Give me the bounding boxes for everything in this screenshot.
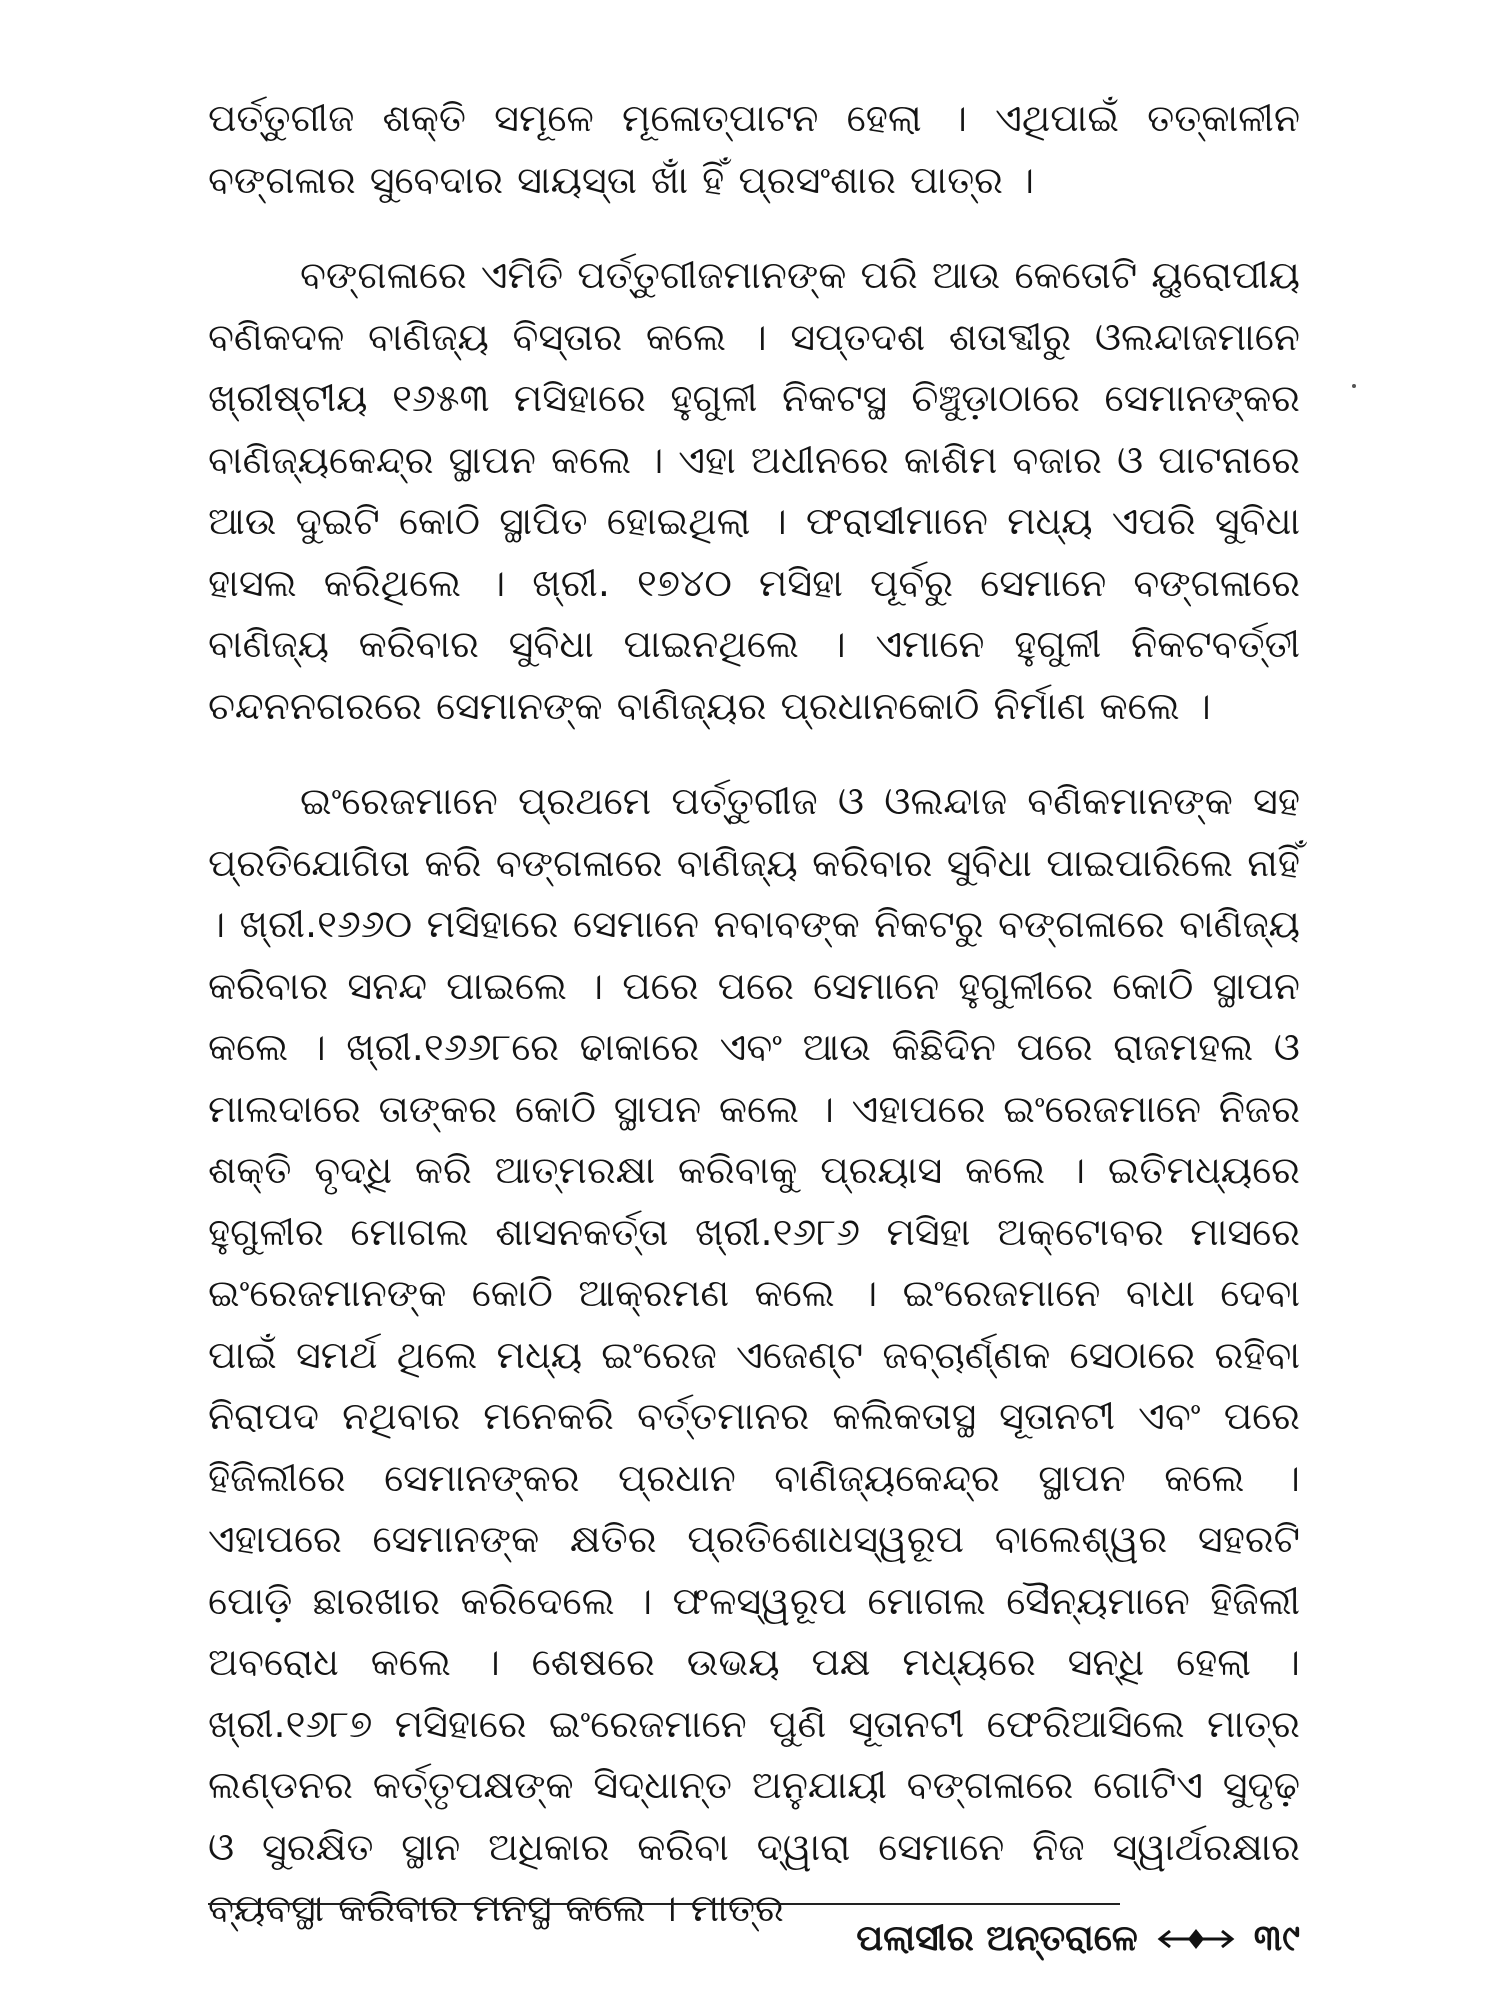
page-footer xyxy=(856,1918,1300,1960)
body-text xyxy=(208,88,1300,1940)
paragraph-european-traders: ବଙ୍ଗଳାରେ ଏମିତି ପର୍ତ୍ତୁଗୀଜମାନଙ୍କ ପରି ଆଉ କେତୋଟି ୟୁରୋପୀୟ ବଣିକଦଳ ବାଣିଜ୍ୟ ବିସ୍ତାର କଲେ । ସପ୍ତଦଶ ଶତାବ୍ଦୀରୁ ଓଲନ୍ଦାଜମାନେ ଖ୍ରୀଷ୍ଟୀୟ ୧୬୫୩ ମସିହାରେ ହୁଗୁଳୀ ନିକଟସ୍ଥ ଚିଞ୍ଚୁଡ଼ାଠାରେ ସେମାନଙ୍କର ବାଣିଜ୍ୟକେନ୍ଦ୍ର ସ୍ଥାପନ କଲେ । ଏହା ଅଧୀନରେ କାଶିମ ବଜାର ଓ ପାଟନାରେ ଆଉ ଦୁଇଟି କୋଠି ସ୍ଥାପିତ ହୋଇଥିଲା । ଫରାସୀମାନେ ମଧ୍ୟ ଏପରି ସୁବିଧା ହାସଲ କରିଥିଲେ । ଖ୍ରୀ. ୧୭୪୦ ମସିହା ପୂର୍ବରୁ ସେମାନେ ବଙ୍ଗଳାରେ ବାଣିଜ୍ୟ କରିବାର ସୁବିଧା ପାଇନଥିଲେ । ଏମାନେ ହୁଗୁଳୀ ନିକଟବର୍ତ୍ତୀ ଚନ୍ଦନନଗରରେ ସେମାନଙ୍କ ବାଣିଜ୍ୟର ପ୍ରଧାନକୋଠି ନିର୍ମାଣ କଲେ । xyxy=(208,253,1300,728)
paragraph-continued: ପର୍ତ୍ତୁଗୀଜ ଶକ୍ତି ସମୂଳେ ମୂଳୋତ୍ପାଟନ ହେଲା । ଏଥିପାଇଁ ତତ୍‌କାଳୀନ ବଙ୍ଗଳାର ସୁବେଦାର ସାୟସ୍ତା ଖାଁ ହିଁ ପ୍ରସଂଶାର ପାତ୍ର । xyxy=(208,96,1300,202)
print-speck xyxy=(1352,384,1356,388)
page-number: ୩୯ xyxy=(1253,1918,1300,1959)
arrow-ornament-icon xyxy=(1156,1924,1236,1954)
footer-rule xyxy=(208,1903,1120,1905)
paragraph-english-traders: ଇଂରେଜମାନେ ପ୍ରଥମେ ପର୍ତ୍ତୁଗୀଜ ଓ ଓଲନ୍ଦାଜ ବଣିକମାନଙ୍କ ସହ ପ୍ରତିଯୋଗିତା କରି ବଙ୍ଗଳାରେ ବାଣିଜ୍ୟ କରିବାର ସୁବିଧା ପାଇପାରିଲେ ନାହିଁ । ଖ୍ରୀ.୧୬୬୦ ମସିହାରେ ସେମାନେ ନବାବଙ୍କ ନିକଟରୁ ବଙ୍ଗଳାରେ ବାଣିଜ୍ୟ କରିବାର ସନନ୍ଦ ପାଇଲେ । ପରେ ପରେ ସେମାନେ ହୁଗୁଳୀରେ କୋଠି ସ୍ଥାପନ କଲେ । ଖ୍ରୀ.୧୬୬୮ରେ ଢାକାରେ ଏବଂ ଆଉ କିଛିଦିନ ପରେ ରାଜମହଲ ଓ ମାଲଦାରେ ତାଙ୍କର କୋଠି ସ୍ଥାପନ କଲେ । ଏହାପରେ ଇଂରେଜମାନେ ନିଜର ଶକ୍ତି ବୃଦ୍ଧି କରି ଆତ୍ମରକ୍ଷା କରିବାକୁ ପ୍ରୟାସ କଲେ । ଇତିମଧ୍ୟରେ ହୁଗୁଳୀର ମୋଗଲ ଶାସନକର୍ତ୍ତା ଖ୍ରୀ.୧୬୮୬ ମସିହା ଅକ୍ଟୋବର ମାସରେ ଇଂରେଜମାନଙ୍କ କୋଠି ଆକ୍ରମଣ କଲେ । ଇଂରେଜମାନେ ବାଧା ଦେବା ପାଇଁ ସମର୍ଥ ଥିଲେ ମଧ୍ୟ ଇଂରେଜ ଏଜେଣ୍ଟ ଜବ୍‌ଚାର୍ଣ୍ଣକ ସେଠାରେ ରହିବା ନିରାପଦ ନଥିବାର ମନେକରି ବର୍ତ୍ତମାନର କଲିକତାସ୍ଥ ସୂତାନଟୀ ଏବଂ ପରେ ହିଜିଲୀରେ ସେମାନଙ୍କର ପ୍ରଧାନ ବାଣିଜ୍ୟକେନ୍ଦ୍ର ସ୍ଥାପନ କଲେ । ଏହାପରେ ସେମାନଙ୍କ କ୍ଷତିର ପ୍ରତିଶୋଧସ୍ୱରୂପ ବାଲେଶ୍ୱର ସହରଟି ପୋଡ଼ି ଛାରଖାର କରିଦେଲେ । ଫଳସ୍ୱରୂପ ମୋଗଲ ସୈନ୍ୟମାନେ ହିଜିଲୀ ଅବରୋଧ କଲେ । ଶେଷରେ ଉଭୟ ପକ୍ଷ ମଧ୍ୟରେ ସନ୍ଧି ହେଲା । ଖ୍ରୀ.୧୬୮୭ ମସିହାରେ ଇଂରେଜମାନେ ପୁଣି ସୂତାନଟୀ ଫେରିଆସିଲେ ମାତ୍ର ଲଣ୍ଡନର କର୍ତ୍ତୃପକ୍ଷଙ୍କ ସିଦ୍ଧାନ୍ତ ଅନୁଯାୟୀ ବଙ୍ଗଳାରେ ଗୋଟିଏ ସୁଦୃଢ଼ ଓ ସୁରକ୍ଷିତ ସ୍ଥାନ ଅଧିକାର କରିବା ଦ୍ୱାରା ସେମାନେ ନିଜ ସ୍ୱାର୍ଥରକ୍ଷାର ବ୍ୟବସ୍ଥା କରିବାର ମନସ୍ଥ କଲେ । ମାତ୍ର xyxy=(208,779,1300,1930)
running-title: ପଲାସୀର ଅନ୍ତରାଳେ xyxy=(856,1918,1138,1959)
